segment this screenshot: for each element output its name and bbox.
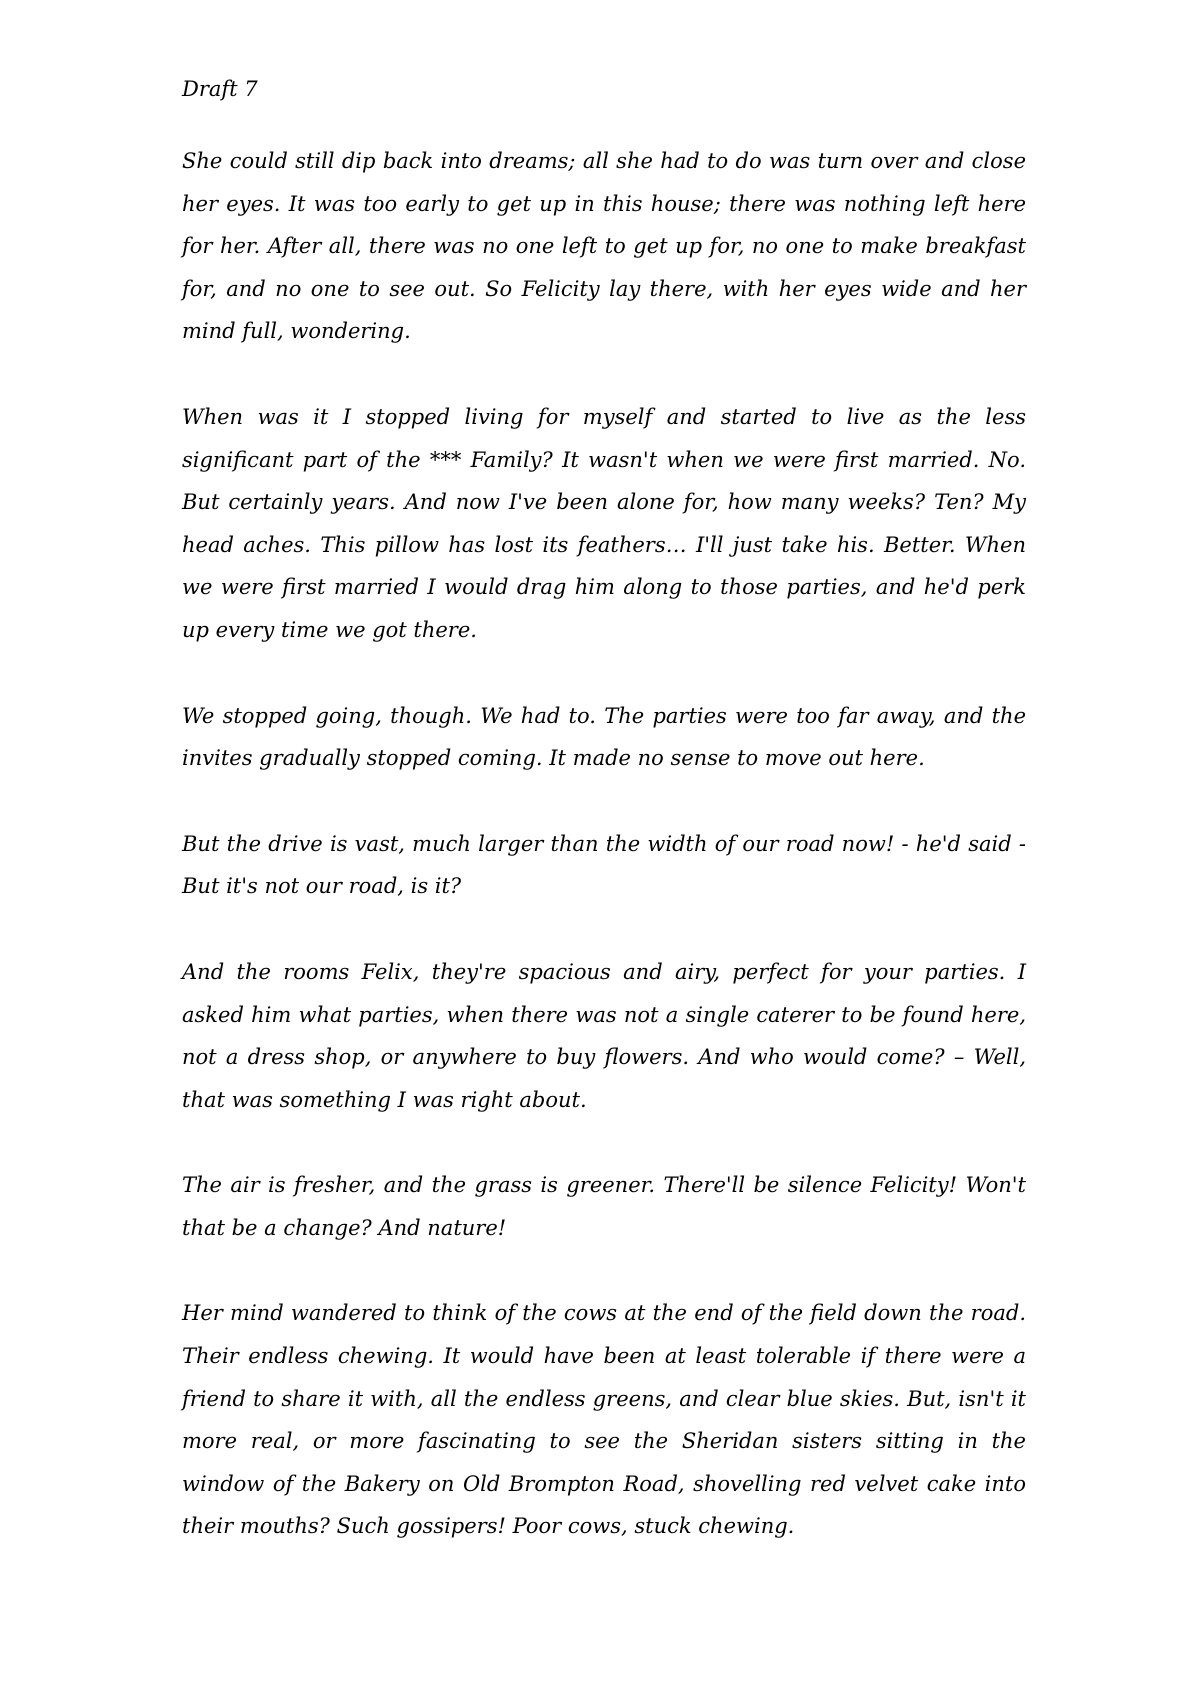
draft-title: Draft 7: [182, 77, 258, 101]
paragraph-3: We stopped going, though. We had to. The parties were too far away, and the invites gradually stopped coming. It made no sense to move out here.: [182, 703, 1026, 771]
paragraph-1: She could still dip back into dreams; all she had to do was turn over and close her eyes. It was too early to get up in this house; there was nothing left here for her. After all, there was no one left to get up for, no one to make breakfast for, and no one to see out. So Felicity lay there, with her eyes wide and her mind full, wondering.: [182, 149, 1026, 344]
paragraph-5: And the rooms Felix, they're spacious and airy, perfect for your parties. I asked him what parties, when there was not a single caterer to be found here, not a dress shop, or anywhere to buy flowers. And who would come? – Well, that was something I was right about.: [182, 959, 1026, 1112]
paragraph-2: When was it I stopped living for myself and started to live as the less significant part of the *** Family? It wasn't when we were first married. No. But certainly years. And now I've been alone for, how many weeks? Ten? My head aches. This pillow has lost its feathers… I'll just take his. Better. When we were first married I would drag him along to those parties, and he'd perk up every time we got there.: [182, 404, 1026, 642]
spacer: [182, 1121, 1026, 1164]
spacer: [182, 908, 1026, 951]
document-body: [182, 68, 1026, 1548]
spacer: [182, 652, 1026, 695]
paragraph-4: But the drive is vast, much larger than the width of our road now! - he'd said - But it's not our road, is it?: [182, 831, 1026, 899]
paragraph-6: The air is fresher, and the grass is greener. There'll be silence Felicity! Won't that be a change? And nature!: [182, 1173, 1026, 1240]
spacer: [182, 1249, 1026, 1292]
paragraph-7: Her mind wandered to think of the cows at the end of the field down the road. Their endless chewing. It would have been at least tolerable if there were a friend to share it with, all the endless greens, and clear blue skies. But, isn't it more real, or more fascinating to see the Sheridan sisters sitting in the window of the Bakery on Old Brompton Road, shovelling red velvet cake into their mouths? Such gossipers! Poor cows, stuck chewing.: [182, 1301, 1026, 1539]
spacer: [182, 353, 1026, 396]
spacer: [182, 780, 1026, 823]
spacer: [182, 110, 1026, 140]
